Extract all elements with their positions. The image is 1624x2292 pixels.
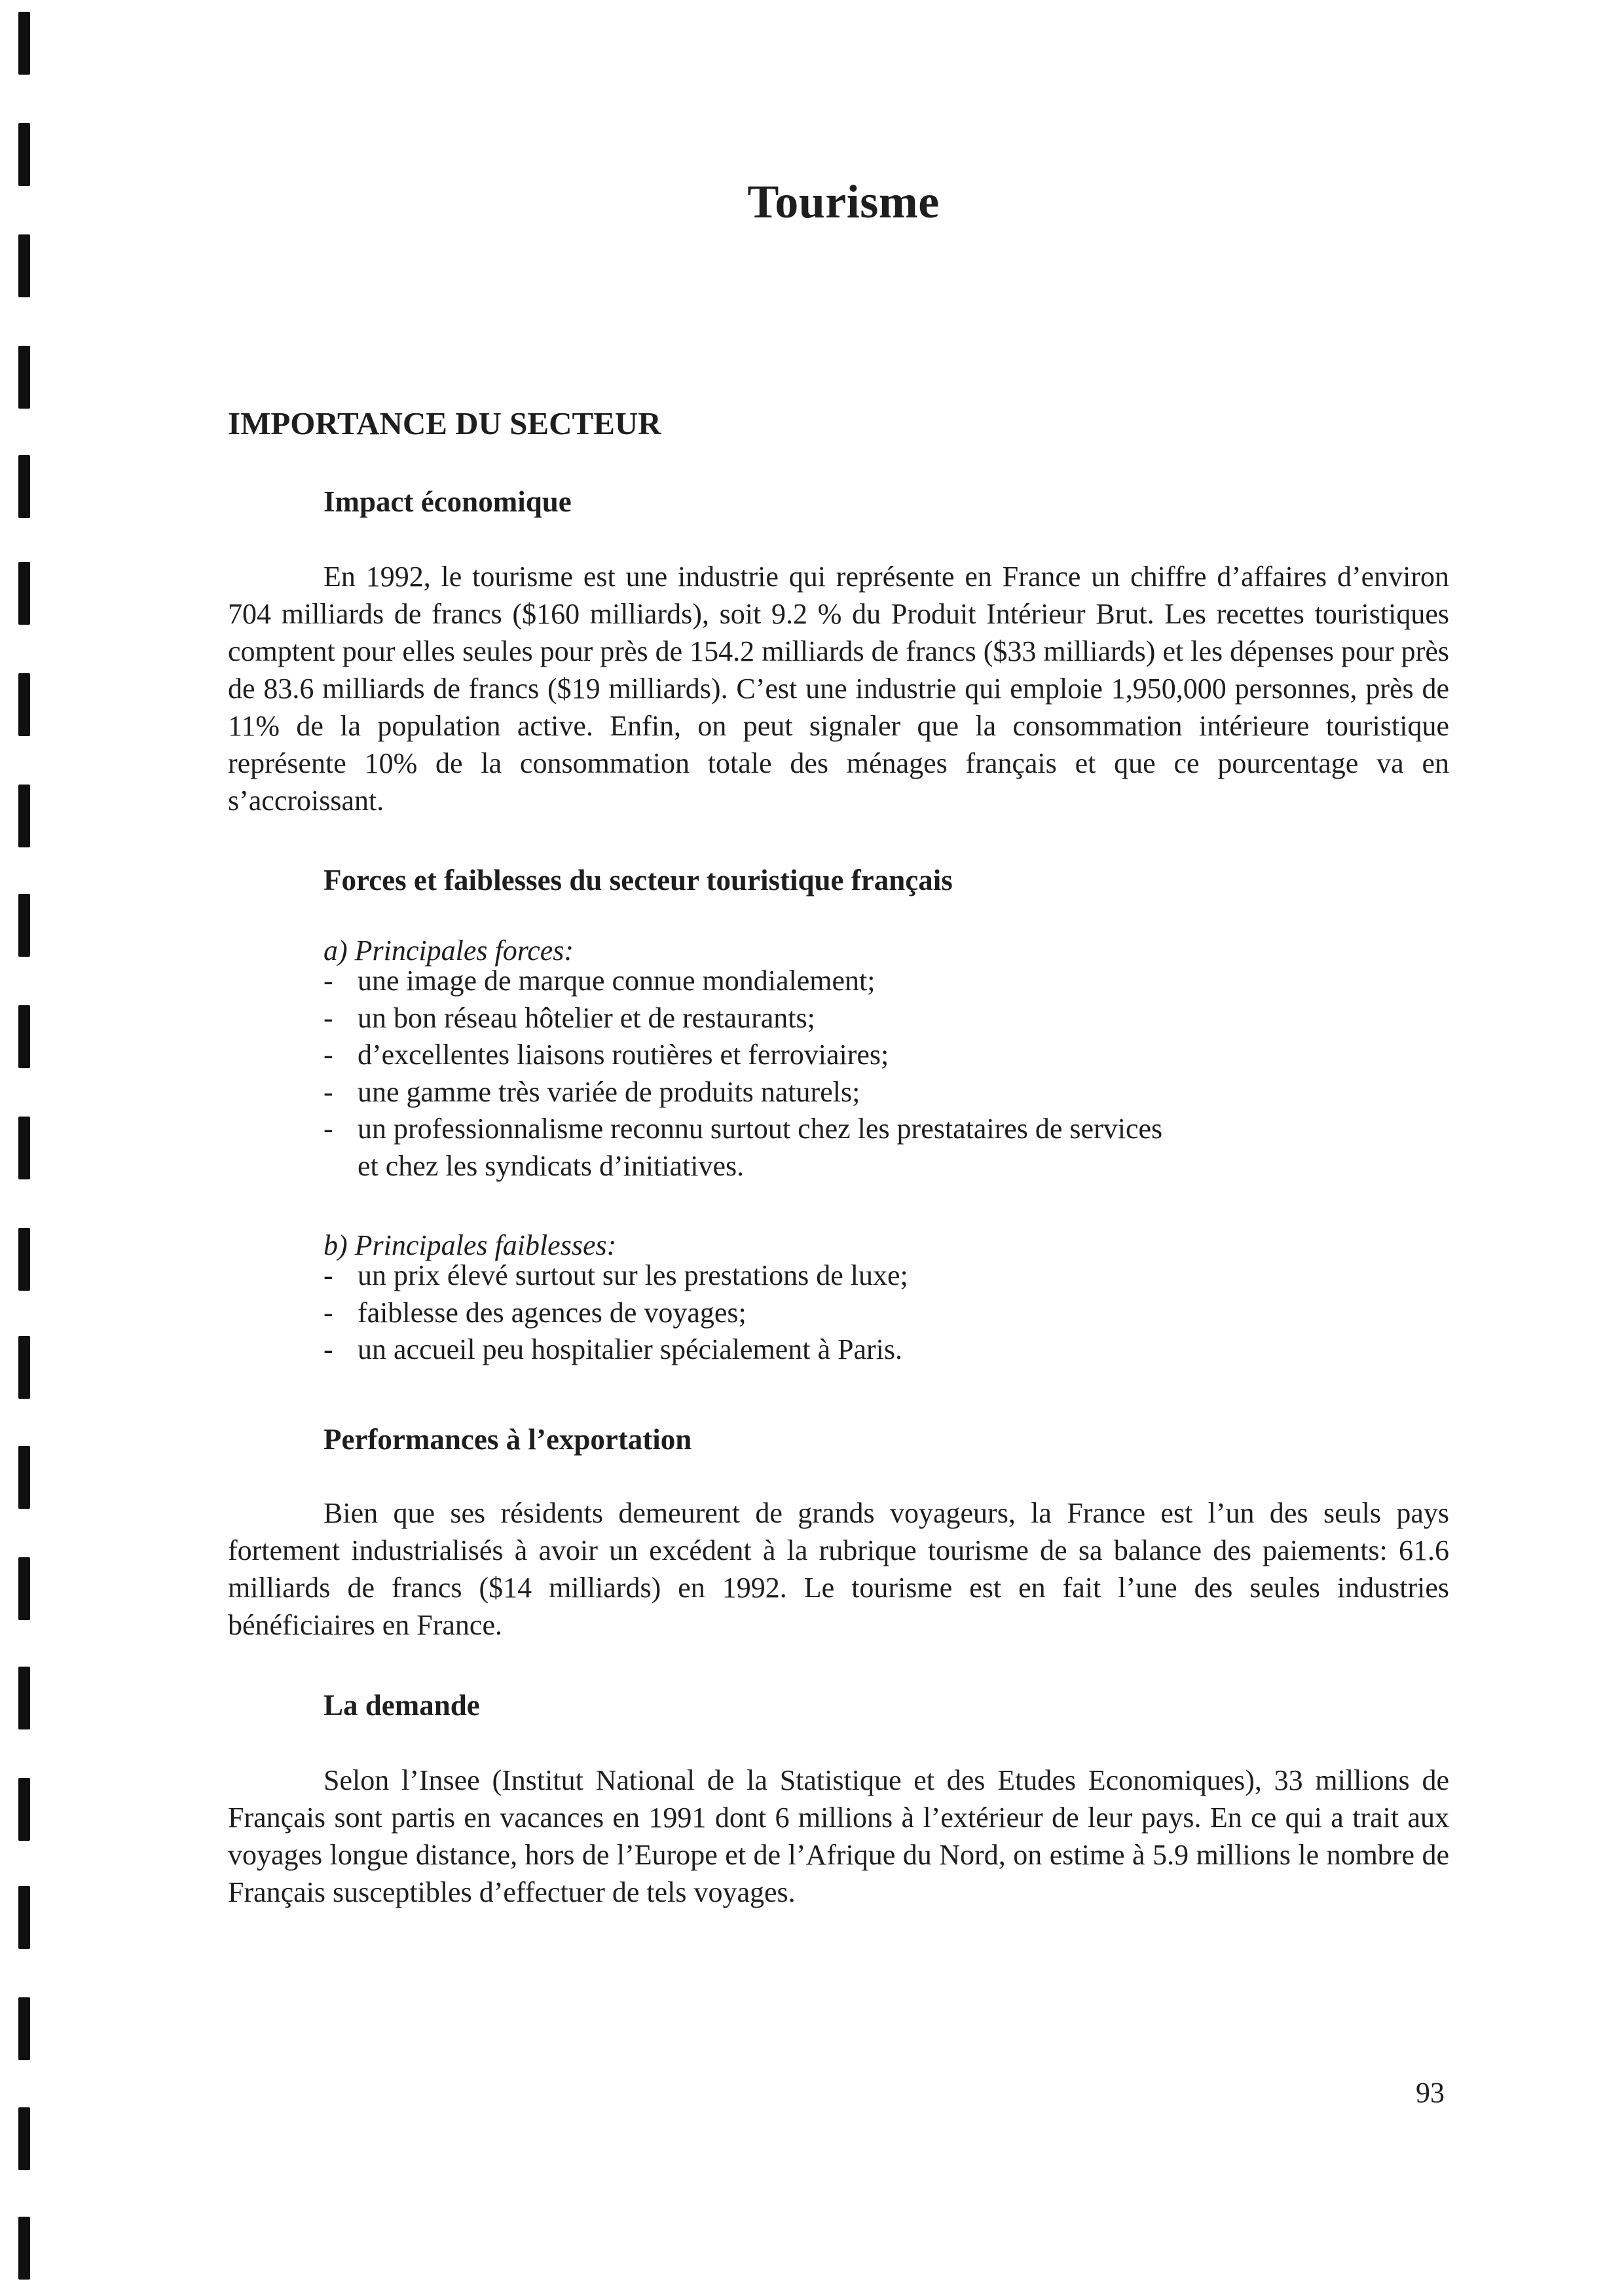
list-item xyxy=(323,1037,1306,1074)
dash-marker: - xyxy=(323,1113,333,1145)
page-title: Tourisme xyxy=(747,176,940,228)
binding-mark xyxy=(18,1446,30,1509)
binding-mark xyxy=(18,1997,30,2060)
list-item-text: un prix élevé surtout sur les prestations de luxe; xyxy=(358,1259,908,1291)
binding-mark xyxy=(18,346,30,409)
list-item-text: une gamme très variée de produits naturels; xyxy=(358,1075,860,1108)
binding-mark xyxy=(18,894,30,957)
list-item-text: un accueil peu hospitalier spécialement à Paris. xyxy=(358,1333,903,1365)
dash-marker: - xyxy=(323,1259,333,1291)
binding-mark xyxy=(18,1557,30,1620)
demande-heading: La demande xyxy=(323,1689,480,1722)
dash-marker: - xyxy=(323,1039,333,1071)
dash-marker: - xyxy=(323,1001,333,1034)
binding-mark xyxy=(18,455,30,518)
binding-mark xyxy=(18,1005,30,1068)
impact-heading: Impact économique xyxy=(323,485,572,518)
binding-mark xyxy=(18,123,30,186)
document-page xyxy=(228,0,1459,2292)
binding-mark xyxy=(18,1667,30,1729)
impact-paragraph: En 1992, le tourisme est une industrie qui représente en France un chiffre d’affaires d’environ 704 milliards de francs ($160 milliards), soit 9.2 % du Produit Intérieur Brut. Les recettes touristiques comptent pour elles seules pour près de 154.2 milliards de francs ($33 milliards) et les dépenses pour près de 83.6 milliards de francs ($19 milliards). C’est une industrie qui emploie 1,950,000 personnes, près de 11% de la population active. Enfin, on peut signaler que la consommation intérieure touristique représente 10% de la consommation totale des ménages français et que ce pourcentage va en s’accroissant. xyxy=(228,561,1449,817)
list-item xyxy=(323,1000,1306,1037)
binding-mark xyxy=(18,1778,30,1841)
binding-mark xyxy=(18,1117,30,1179)
list-item xyxy=(323,1295,1306,1332)
list-item-text: un bon réseau hôtelier et de restaurants; xyxy=(358,1001,815,1034)
dash-marker: - xyxy=(323,1333,333,1365)
binding-mark xyxy=(18,234,30,297)
binding-mark xyxy=(18,673,30,736)
binding-mark xyxy=(18,2107,30,2170)
exportation-heading: Performances à l’exportation xyxy=(323,1423,692,1456)
binding-mark xyxy=(18,2217,30,2280)
dash-marker: - xyxy=(323,965,333,997)
list-item-text: d’excellentes liaisons routières et ferroviaires; xyxy=(358,1039,889,1071)
forces-list-heading: a) Principales forces: xyxy=(323,934,574,967)
demande-paragraph: Selon l’Insee (Institut National de la Statistique et des Etudes Economiques), 33 millions de Français sont partis en vacances en 1991 dont 6 millions à l’extérieur de leur pays. En ce qui a trait aux voyages longue distance, hors de l’Europe et de l’Afrique du Nord, on estime à 5.9 millions le nombre de Français susceptibles d’effectuer de tels voyages. xyxy=(228,1764,1449,1908)
list-item xyxy=(323,1074,1306,1111)
binding-mark xyxy=(18,785,30,847)
list-item xyxy=(323,1111,1170,1185)
section-heading: IMPORTANCE DU SECTEUR xyxy=(228,405,661,441)
page-number: 93 xyxy=(1416,2077,1445,2109)
binding-mark xyxy=(18,1336,30,1399)
faiblesses-list xyxy=(323,1257,1306,1369)
faiblesses-list-heading: b) Principales faiblesses: xyxy=(323,1229,617,1261)
exportation-paragraph: Bien que ses résidents demeurent de grands voyageurs, la France est l’un des seuls pays fortement industrialisés à avoir un excédent à la rubrique tourisme de sa balance des paiements: 61.6 milliards de francs ($14 milliards) en 1992. Le tourisme est en fait l’une des seules industries bénéficiaires en France. xyxy=(228,1497,1449,1641)
binding-mark xyxy=(18,1886,30,1949)
dash-marker: - xyxy=(323,1296,333,1329)
binding-marks xyxy=(0,0,79,2292)
list-item xyxy=(323,963,1306,1000)
list-item xyxy=(323,1331,1306,1369)
binding-mark xyxy=(18,562,30,625)
forces-list xyxy=(323,963,1306,1185)
binding-mark xyxy=(18,12,30,75)
binding-mark xyxy=(18,1228,30,1291)
list-item xyxy=(323,1257,1306,1295)
list-item-text: un professionnalisme reconnu surtout chez les prestataires de services et chez les syndicats d’initiatives. xyxy=(358,1113,1163,1182)
list-item-text: une image de marque connue mondialement; xyxy=(358,965,876,997)
dash-marker: - xyxy=(323,1075,333,1108)
list-item-text: faiblesse des agences de voyages; xyxy=(358,1296,747,1329)
forces-faiblesses-heading: Forces et faiblesses du secteur touristique français xyxy=(323,864,953,896)
